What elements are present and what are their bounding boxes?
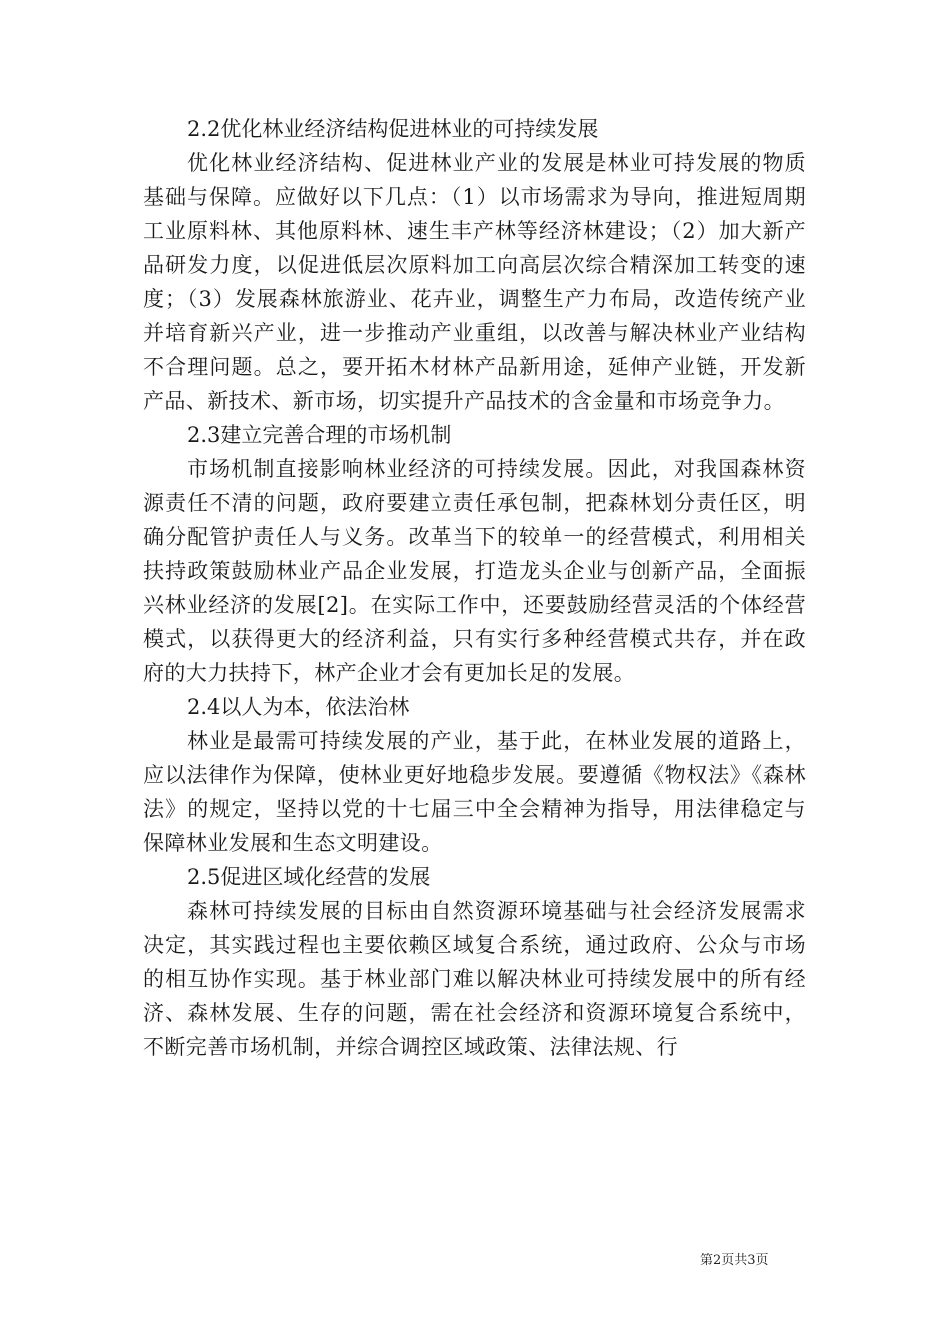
section-heading: 2.5促进区域化经营的发展 [187,865,431,889]
section-paragraph: 森林可持续发展的目标由自然资源环境基础与社会经济发展需求决定，其实践过程也主要依赖区域复合系统，通过政府、公众与市场的相互协作实现。基于林业部门难以解决林业可持续发展中的所有经济、森林发展、生存的问题，需在社会经济和资源环境复合系统中，不断完善市场机制，并综合调控区域政策、法律法规、行 [143,899,806,1059]
section-paragraph: 林业是最需可持续发展的产业，基于此，在林业发展的道路上，应以法律作为保障，使林业更好地稳步发展。要遵循《物权法》《森林法》的规定，坚持以党的十七届三中全会精神为指导，用法律稳定与保障林业发展和生态文明建设。 [143,729,806,855]
section-heading: 2.3建立完善合理的市场机制 [187,423,452,447]
section-paragraph: 市场机制直接影响林业经济的可持续发展。因此，对我国森林资源责任不清的问题，政府要建立责任承包制，把森林划分责任区，明确分配管护责任人与义务。改革当下的较单一的经营模式，利用相关扶持政策鼓励林业产品企业发展，打造龙头企业与创新产品，全面振兴林业经济的发展[2]。在实际工作中，还要鼓励经营灵活的个体经营模式，以获得更大的经济利益，只有实行多种经营模式共存，并在政府的大力扶持下，林产企业才会有更加长足的发展。 [143,457,806,685]
section-heading: 2.4以人为本，依法治林 [187,695,410,719]
page-number-footer: 第2页共3页 [700,1253,769,1268]
document-body [143,112,806,1064]
section-2-4 [143,690,806,860]
section-2-5 [143,860,806,1064]
section-2-3 [143,418,806,690]
section-2-2 [143,112,806,418]
section-heading: 2.2优化林业经济结构促进林业的可持续发展 [187,117,599,141]
section-paragraph: 优化林业经济结构、促进林业产业的发展是林业可持发展的物质基础与保障。应做好以下几点：（1）以市场需求为导向，推进短周期工业原料林、其他原料林、速生丰产林等经济林建设；（2）加大新产品研发力度，以促进低层次原料加工向高层次综合精深加工转变的速度；（3）发展森林旅游业、花卉业，调整生产力布局，改造传统产业并培育新兴产业，进一步推动产业重组，以改善与解决林业产业结构不合理问题。总之，要开拓木材林产品新用途，延伸产业链，开发新产品、新技术、新市场，切实提升产品技术的含金量和市场竞争力。 [143,151,806,413]
